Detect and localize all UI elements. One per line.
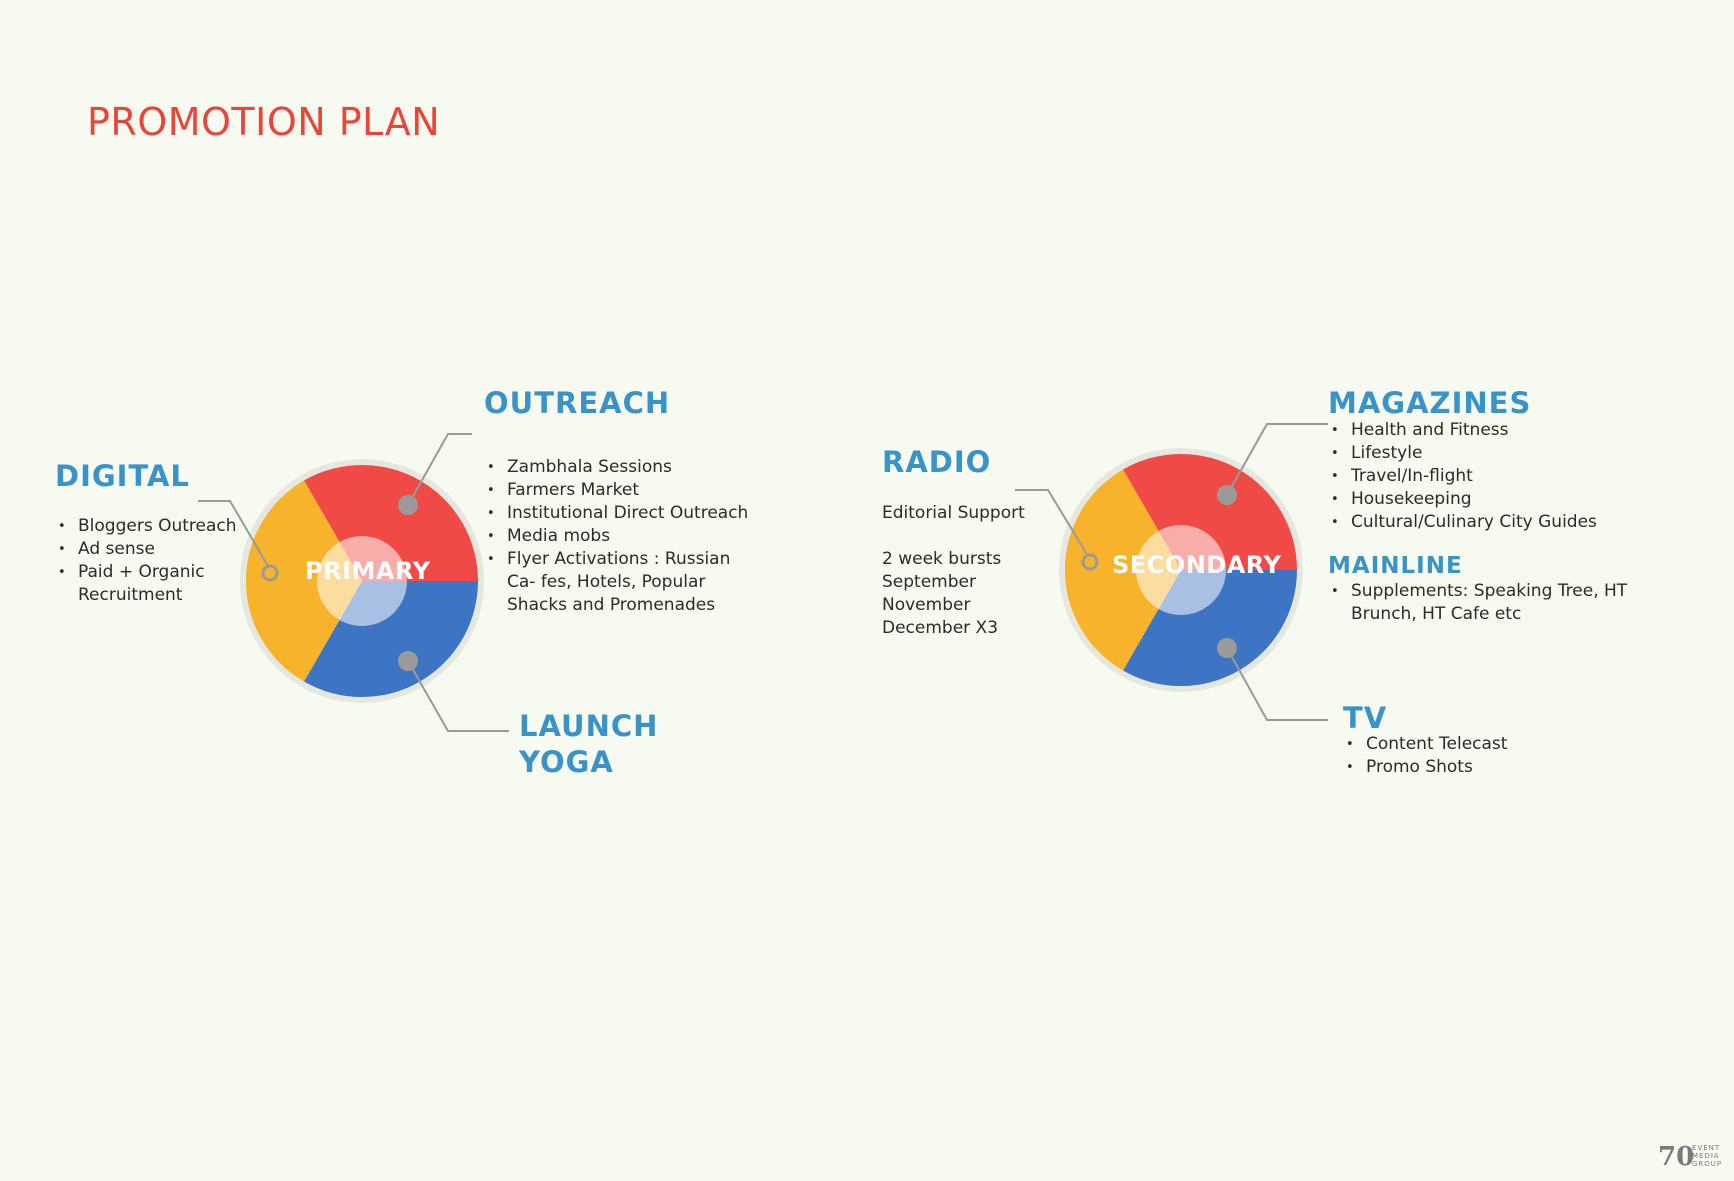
mainline-heading: MAINLINE [1328, 553, 1463, 579]
mainline-list [1328, 580, 1638, 626]
list-item: • Cultural/Culinary City Guides [1328, 511, 1628, 534]
secondary-hub-label: SECONDARY [1112, 551, 1282, 579]
digital-list [55, 515, 255, 607]
magazines-list [1328, 419, 1628, 534]
list-item: • Bloggers Outreach [55, 515, 255, 538]
magazines-heading: MAGAZINES [1328, 386, 1532, 420]
tv-node-icon [1217, 638, 1237, 658]
outreach-list [484, 456, 784, 617]
logo-word: MEDIA [1692, 1152, 1720, 1160]
company-logo [1658, 1143, 1724, 1171]
outreach-heading: OUTREACH [484, 386, 671, 420]
list-item: • Housekeeping [1328, 488, 1628, 511]
radio-line: September [882, 572, 976, 592]
list-item: • Content Telecast [1343, 733, 1563, 756]
list-item: • Paid + Organic Recruitment [55, 561, 218, 607]
list-item: • Supplements: Speaking Tree, HT Brunch, HT Cafe etc [1328, 580, 1638, 626]
tv-heading: TV [1343, 701, 1388, 735]
list-item: • Media mobs [484, 525, 784, 548]
tv-list [1343, 733, 1563, 779]
radio-line: November [882, 595, 971, 615]
launch-node-icon [398, 651, 418, 671]
launch-heading-line2: YOGA [519, 745, 614, 779]
list-item: • Health and Fitness [1328, 419, 1628, 442]
logo-word: GROUP [1692, 1160, 1723, 1168]
list-item: • Institutional Direct Outreach [484, 502, 784, 525]
list-item: • Lifestyle [1328, 442, 1628, 465]
list-item: • Travel/In-flight [1328, 465, 1628, 488]
page-title: PROMOTION PLAN [87, 100, 441, 144]
list-item: • Flyer Activations : Russian Ca- fes, Hotels, Popular Shacks and Promenades [484, 548, 762, 617]
radio-heading: RADIO [882, 445, 992, 479]
logo-number: 70 [1658, 1142, 1695, 1172]
outreach-node-icon [398, 495, 418, 515]
logo-words [1692, 1144, 1722, 1168]
digital-heading: DIGITAL [55, 459, 190, 493]
magazines-node-icon [1217, 485, 1237, 505]
radio-details [882, 502, 1025, 640]
primary-hub-label: PRIMARY [305, 557, 431, 585]
launch-heading-line1: LAUNCH [519, 709, 659, 743]
list-item: • Zambhala Sessions [484, 456, 784, 479]
list-item: • Ad sense [55, 538, 255, 561]
logo-word: EVENT [1692, 1144, 1721, 1152]
launch-heading [519, 708, 658, 780]
radio-line: Editorial Support [882, 503, 1025, 523]
list-item: • Promo Shots [1343, 756, 1563, 779]
radio-line: 2 week bursts [882, 549, 1002, 569]
radio-line: December X3 [882, 618, 999, 638]
list-item: • Farmers Market [484, 479, 784, 502]
